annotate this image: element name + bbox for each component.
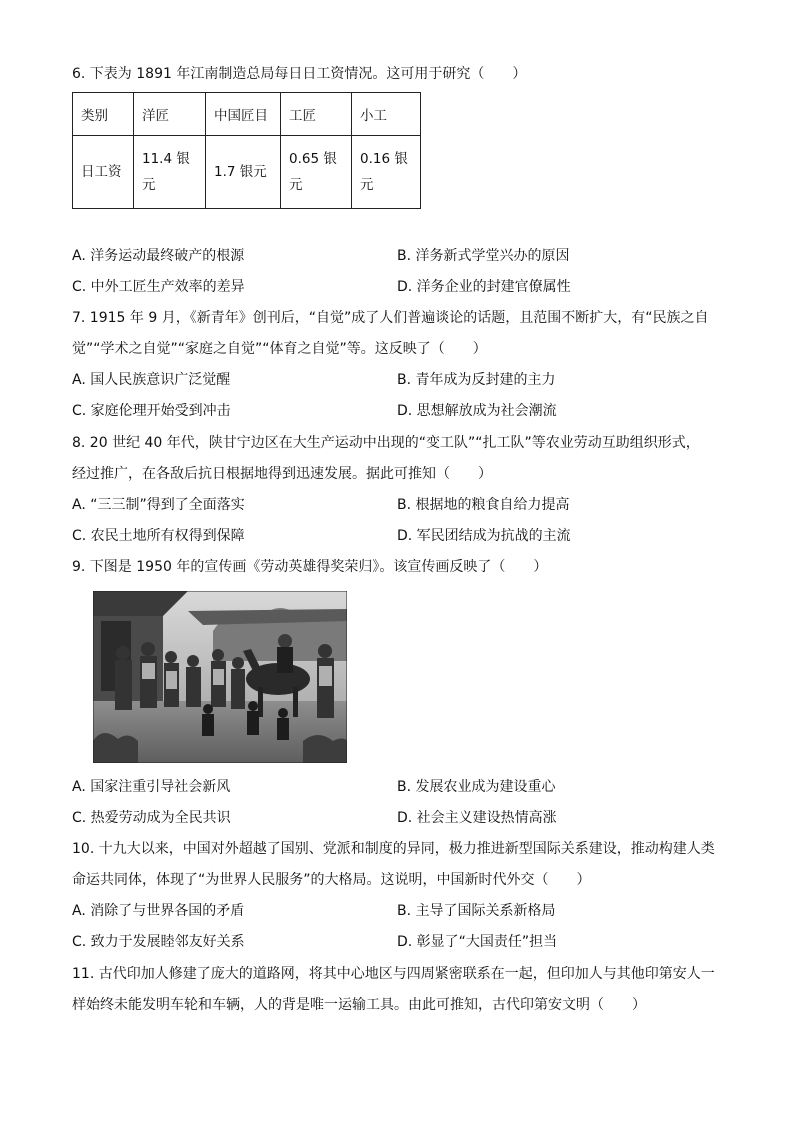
q8-option-b: B. 根据地的粮食自给力提高 — [397, 497, 570, 513]
q7-option-c: C. 家庭伦理开始受到冲击 — [72, 403, 231, 419]
table-cell: 1.7 银元 — [206, 136, 281, 209]
q7-option-d: D. 思想解放成为社会潮流 — [397, 403, 557, 419]
propaganda-poster-image — [93, 591, 347, 763]
table-header-cell: 工匠 — [281, 93, 352, 136]
q8-stem-line1: 8. 20 世纪 40 年代，陕甘宁边区在大生产运动中出现的“变工队”“扎工队”等农业劳动互助组织形式， — [72, 435, 700, 451]
q10-option-a: A. 消除了与世界各国的矛盾 — [72, 903, 245, 919]
q9-stem: 9. 下图是 1950 年的宣传画《劳动英雄得奖荣归》。该宣传画反映了（ ） — [72, 559, 548, 575]
table-header-cell: 洋匠 — [134, 93, 206, 136]
q10-stem-line2: 命运共同体，体现了“为世界人民服务”的大格局。这说明，中国新时代外交（ ） — [72, 872, 591, 888]
q10-option-c: C. 致力于发展睦邻友好关系 — [72, 934, 245, 950]
q6-option-a: A. 洋务运动最终破产的根源 — [72, 248, 245, 264]
table-header-cell: 小工 — [352, 93, 421, 136]
table-header-cell: 中国匠目 — [206, 93, 281, 136]
q7-option-b: B. 青年成为反封建的主力 — [397, 372, 556, 388]
q8-option-d: D. 军民团结成为抗战的主流 — [397, 528, 571, 544]
q9-option-b: B. 发展农业成为建设重心 — [397, 779, 556, 795]
q8-option-a: A. “三三制”得到了全面落实 — [72, 497, 245, 513]
table-cell: 0.65 银元 — [281, 136, 352, 209]
q9-option-a: A. 国家注重引导社会新风 — [72, 779, 231, 795]
table-cell: 0.16 银元 — [352, 136, 421, 209]
q7-option-a: A. 国人民族意识广泛觉醒 — [72, 372, 231, 388]
q9-option-c: C. 热爱劳动成为全民共识 — [72, 810, 231, 826]
q6-option-b: B. 洋务新式学堂兴办的原因 — [397, 248, 570, 264]
q10-option-b: B. 主导了国际关系新格局 — [397, 903, 556, 919]
q6-option-c: C. 中外工匠生产效率的差异 — [72, 279, 245, 295]
table-row-label: 日工资 — [73, 136, 134, 209]
q11-stem-line1: 11. 古代印加人修建了庞大的道路网，将其中心地区与四周紧密联系在一起，但印加人与其他印第安人一 — [72, 966, 715, 982]
q10-option-d: D. 彰显了“大国责任”担当 — [397, 934, 558, 950]
q6-option-d: D. 洋务企业的封建官僚属性 — [397, 279, 571, 295]
q7-stem-line1: 7. 1915 年 9 月，《新青年》创刊后，“自觉”成了人们普遍谈论的话题，且范围不断扩大，有“民族之自 — [72, 310, 709, 326]
q10-stem-line1: 10. 十九大以来，中国对外超越了国别、党派和制度的异同，极力推进新型国际关系建设，推动构建人类 — [72, 841, 715, 857]
q9-option-d: D. 社会主义建设热情高涨 — [397, 810, 557, 826]
table-cell: 11.4 银元 — [134, 136, 206, 209]
table-row — [73, 136, 421, 209]
table-header-cell: 类别 — [73, 93, 134, 136]
table-row — [73, 93, 421, 136]
wage-table — [72, 92, 421, 209]
q6-stem: 6. 下表为 1891 年江南制造总局每日日工资情况。这可用于研究（ ） — [72, 66, 527, 82]
q8-stem-line2: 经过推广，在各敌后抗日根据地得到迅速发展。据此可推知（ ） — [72, 466, 492, 482]
q7-stem-line2: 觉”“学术之自觉”“家庭之自觉”“体育之自觉”等。这反映了（ ） — [72, 341, 487, 357]
q11-stem-line2: 样始终未能发明车轮和车辆，人的背是唯一运输工具。由此可推知，古代印第安文明（ ） — [72, 997, 646, 1013]
q8-option-c: C. 农民土地所有权得到保障 — [72, 528, 245, 544]
